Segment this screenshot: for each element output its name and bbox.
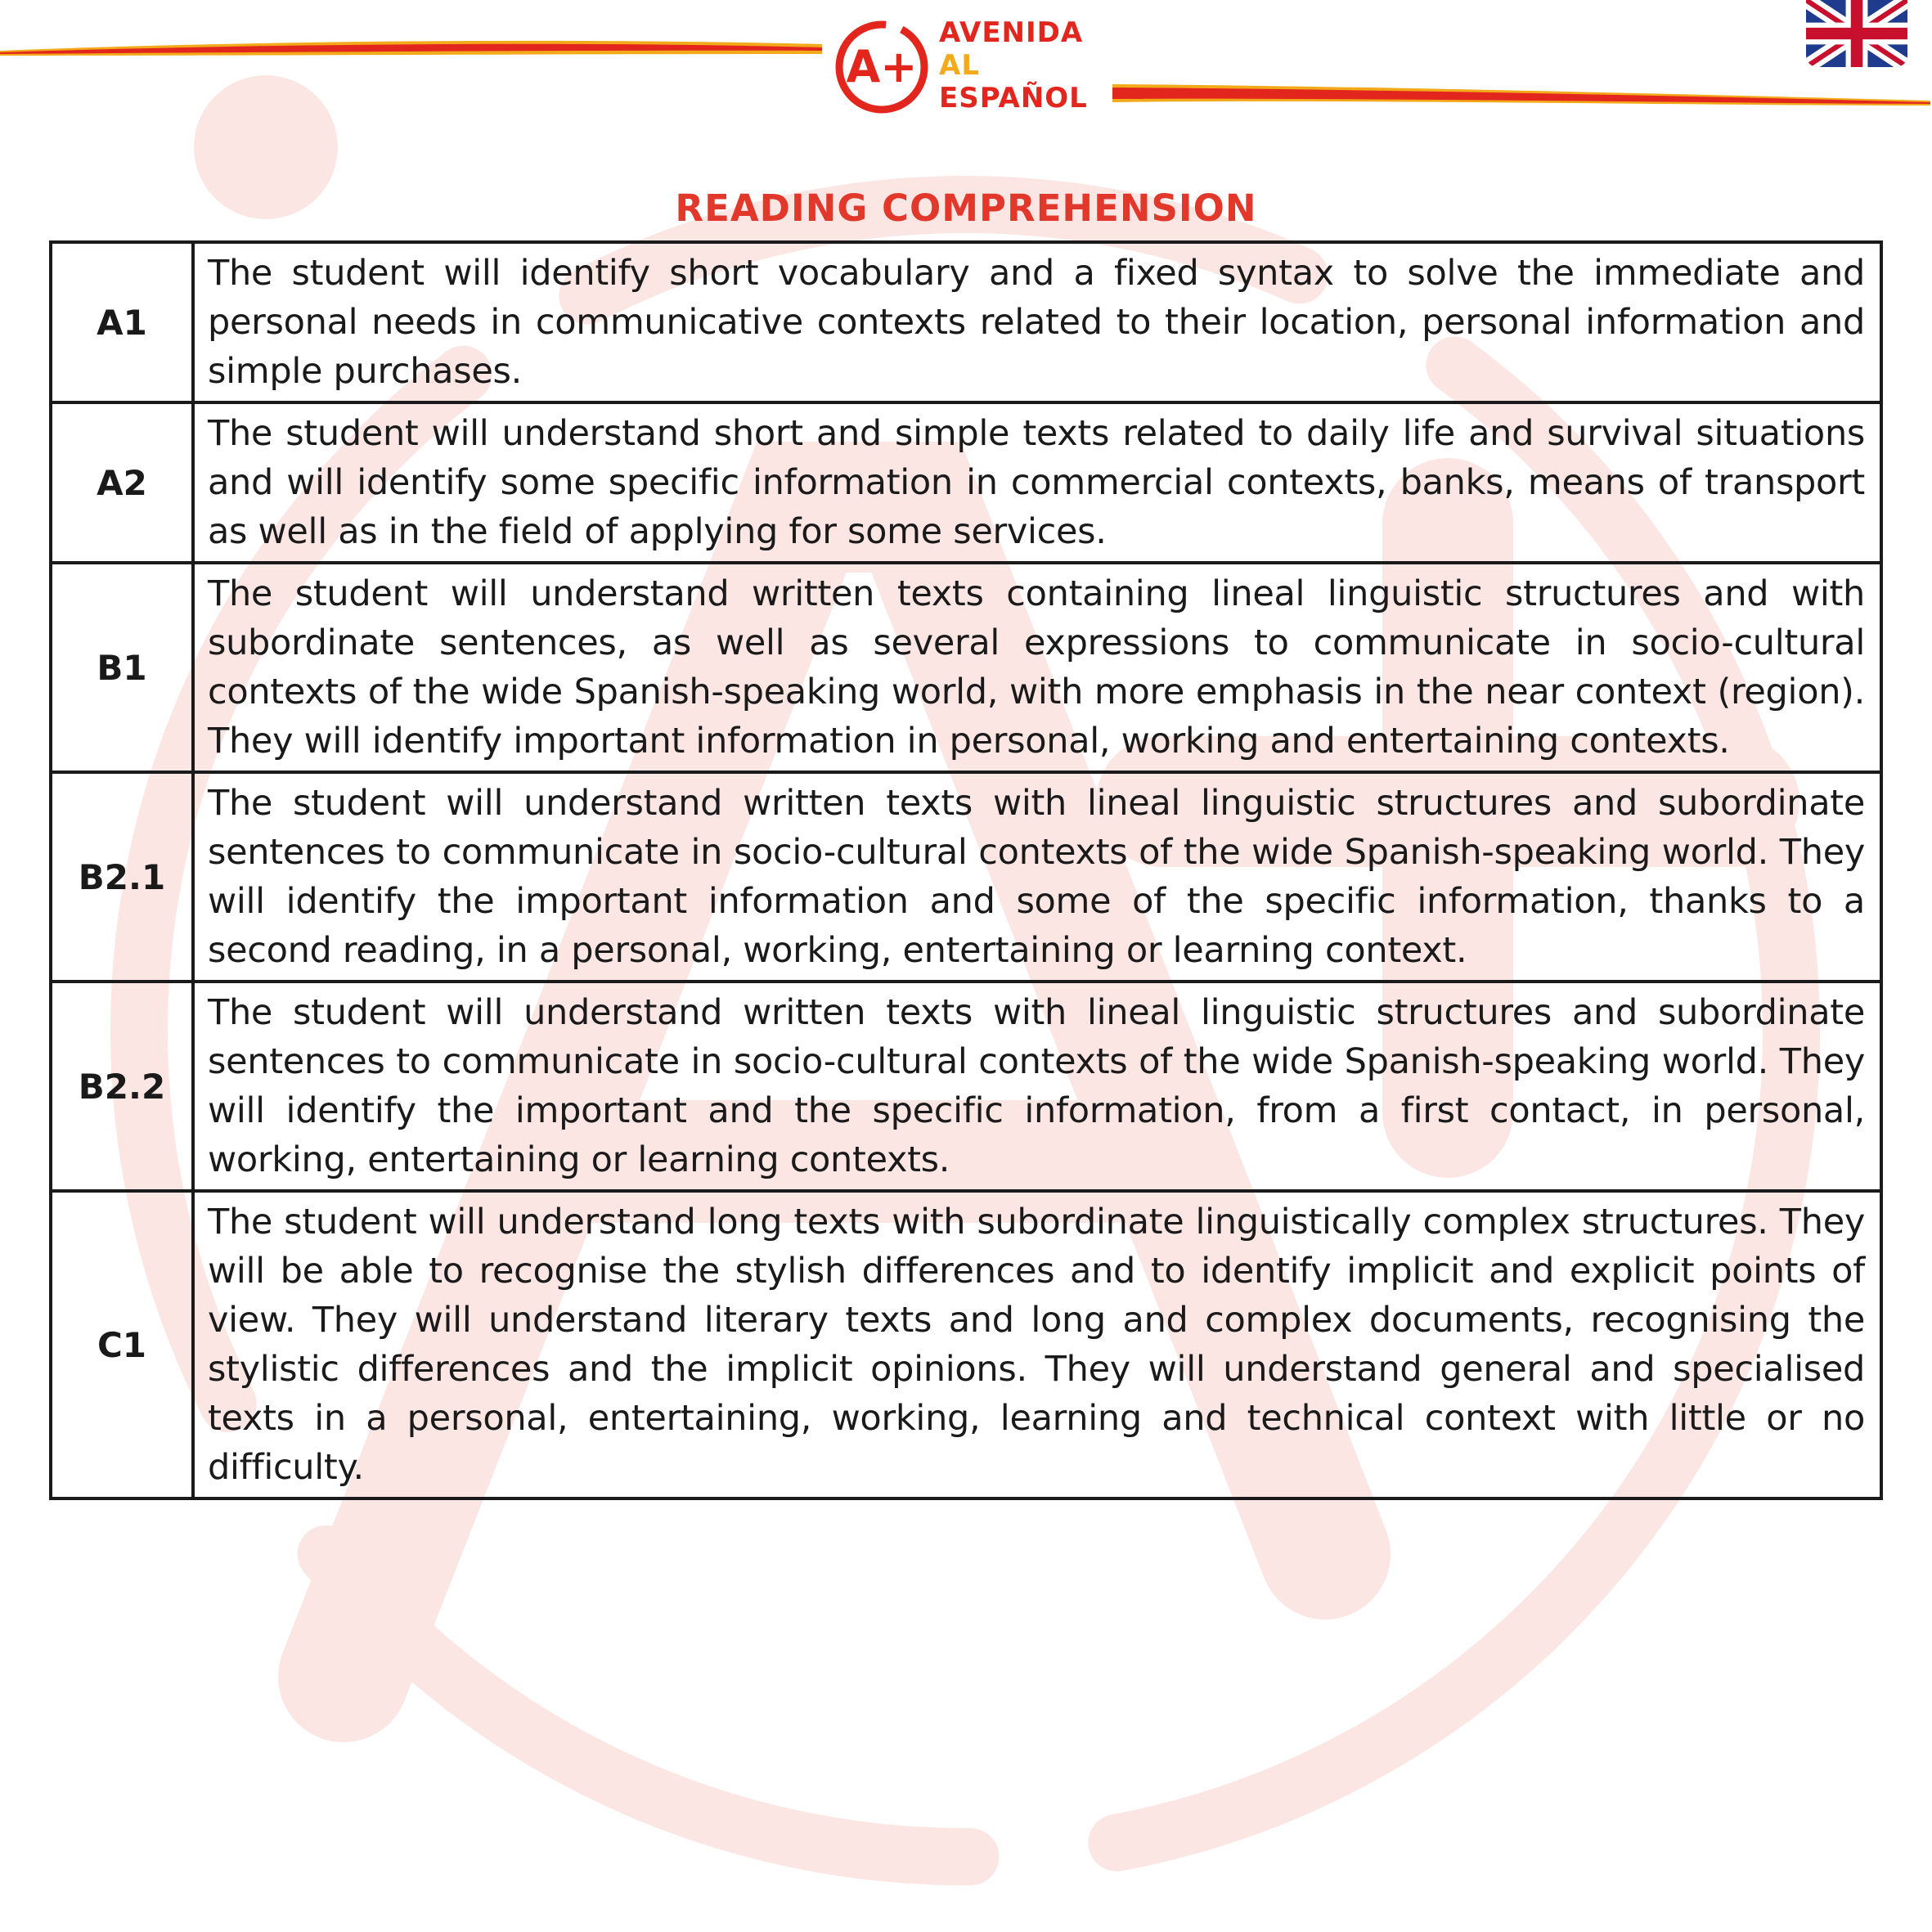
page-title: READING COMPREHENSION (675, 186, 1257, 230)
level-code: C1 (51, 1191, 193, 1498)
levels-table (49, 240, 1883, 1500)
left-stripe (0, 33, 826, 65)
level-code: B1 (51, 563, 193, 772)
level-description: The student will understand long texts with subordinate linguistically complex structures. They will be able to recognise the stylish differences and to identify implicit and explicit points of view. They will understand literary texts and long and complex documents, recognising the stylistic differences and the implicit opinions. They will understand general and specialised texts in a personal, entertaining, working, learning and technical context with little or no difficulty. (193, 1191, 1881, 1498)
uk-flag-icon[interactable] (1806, 0, 1907, 67)
brand-name (939, 16, 1088, 115)
brand-line-2: AL (939, 49, 980, 82)
table-row (51, 402, 1881, 563)
level-code: A1 (51, 242, 193, 402)
level-code: A2 (51, 402, 193, 563)
level-description: The student will understand written texts containing lineal linguistic structures and with subordinate sentences, as well as several expressions to communicate in socio-cultural contexts of the wide Spanish-speaking world, with more emphasis in the near context (region). They will identify important information in personal, working and entertaining contexts. (193, 563, 1881, 772)
header (0, 0, 1932, 139)
level-description: The student will understand written texts with lineal linguistic structures and subordinate sentences to communicate in socio-cultural contexts of the wide Spanish-speaking world. They will identify the important and the specific information, from a first contact, in personal, working, entertaining or learning contexts. (193, 982, 1881, 1191)
table-row (51, 982, 1881, 1191)
table-row (51, 563, 1881, 772)
table-row (51, 1191, 1881, 1498)
level-description: The student will understand written texts with lineal linguistic structures and subordinate sentences to communicate in socio-cultural contexts of the wide Spanish-speaking world. They will identify the important information and some of the specific information, thanks to a second reading, in a personal, working, entertaining or learning context. (193, 772, 1881, 982)
level-description: The student will understand short and simple texts related to daily life and survival situations and will identify some specific information in commercial contexts, banks, means of transport as well as in the field of applying for some services. (193, 402, 1881, 563)
brand-line-3: ESPAÑOL (939, 82, 1088, 115)
level-code: B2.1 (51, 772, 193, 982)
brand-line-1: AVENIDA (939, 16, 1084, 49)
table-row (51, 242, 1881, 402)
logo-mark-text: A+ (846, 41, 918, 92)
right-stripe (1112, 78, 1932, 115)
table-row (51, 772, 1881, 982)
level-description: The student will identify short vocabulary and a fixed syntax to solve the immediate and personal needs in communicative contexts related to their location, personal information and simple purchases. (193, 242, 1881, 402)
logo-icon (833, 18, 931, 116)
level-code: B2.2 (51, 982, 193, 1191)
